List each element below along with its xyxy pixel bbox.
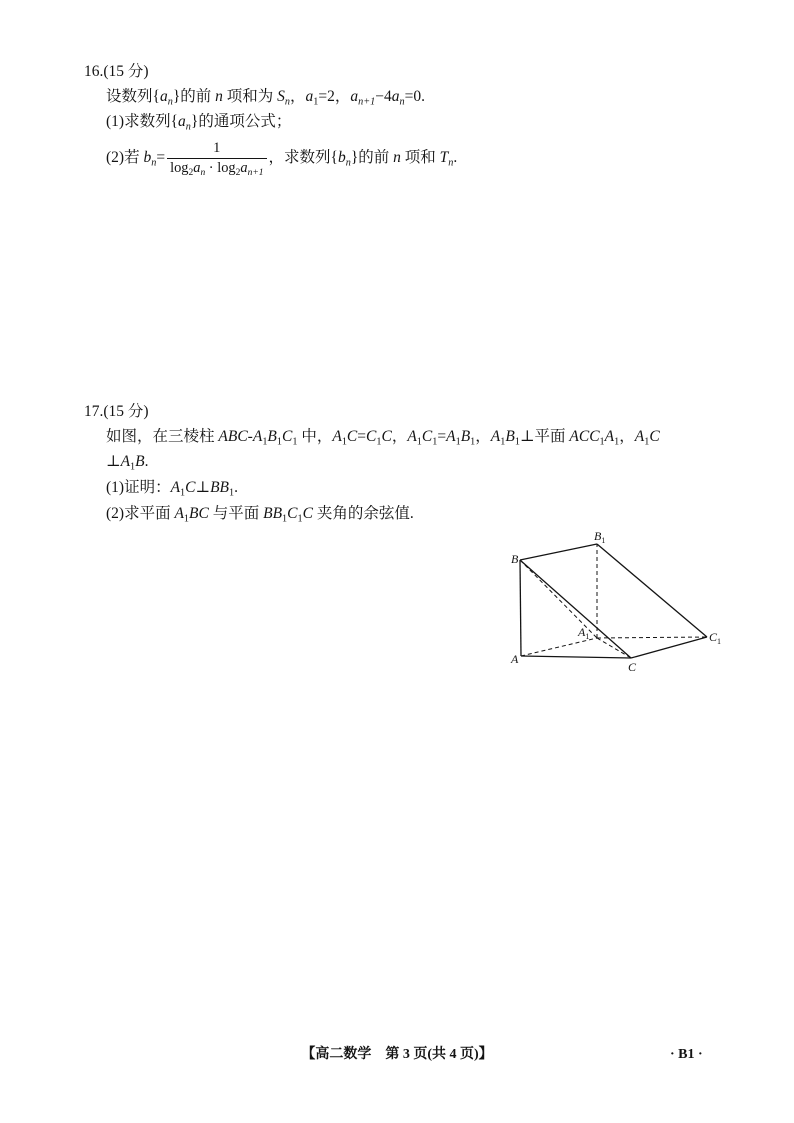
math-subscript: 1	[313, 96, 319, 108]
text-run: ⊥	[106, 453, 121, 470]
math-subscript: 1	[376, 436, 382, 448]
text-run: 项和为	[222, 88, 278, 105]
text-run: }的前	[350, 149, 394, 167]
math-variable: C	[287, 505, 298, 522]
math-subscript: n	[151, 157, 157, 169]
problem-16-part-2	[106, 140, 457, 177]
text-run: 设数列{	[106, 88, 160, 105]
text-run: .	[234, 479, 238, 496]
text-run: (2)若	[106, 149, 144, 167]
vertex-label-a	[510, 652, 519, 666]
math-subscript: 1	[130, 461, 136, 473]
vertex-label-a1-subscript: 1	[585, 632, 590, 641]
edge-bc	[520, 560, 631, 658]
math-subscript: 1	[341, 436, 347, 448]
fraction-denominator	[167, 158, 266, 177]
edge-ab	[520, 560, 521, 656]
math-variable: b	[337, 149, 346, 167]
math-variable: A	[120, 453, 131, 470]
math-variable: A	[332, 428, 342, 445]
math-subscript: 2	[188, 168, 194, 179]
text-run: .	[453, 149, 458, 167]
math-subscript: n	[399, 96, 405, 108]
vertex-label-c	[628, 660, 637, 674]
math-subscript: 1	[276, 436, 282, 448]
text-run: 中，	[297, 428, 333, 445]
math-variable: a	[159, 88, 168, 105]
math-subscript: 1	[455, 436, 461, 448]
text-run: }的前	[172, 88, 216, 105]
fraction-numerator	[211, 140, 222, 158]
edge-cc1	[631, 637, 707, 658]
math-variable: C	[282, 428, 293, 445]
fraction	[167, 140, 266, 177]
math-subscript: 1	[614, 436, 620, 448]
math-subscript: 1	[514, 436, 520, 448]
math-subscript: 1	[180, 487, 186, 499]
text-run: 与平面	[208, 505, 264, 522]
vertex-label-b1	[594, 529, 605, 545]
math-variable: A	[252, 428, 263, 445]
text-run: =2，	[318, 88, 351, 105]
math-subscript: 1	[292, 436, 298, 448]
text-run: 如图，在三棱柱	[106, 428, 219, 445]
math-subscript: 1	[599, 436, 605, 448]
math-subscript: 1	[229, 487, 235, 499]
math-variable: A	[490, 428, 501, 445]
text-run: ⊥平面	[519, 428, 570, 445]
text-run: ，	[619, 428, 635, 445]
edge-bb1	[520, 544, 597, 560]
math-variable: S	[277, 88, 285, 105]
math-subscript: 1	[432, 436, 438, 448]
math-subscript: n	[167, 96, 173, 108]
math-variable: n	[393, 149, 401, 167]
text-run: (1)求数列{	[106, 113, 179, 130]
math-subscript: 1	[297, 513, 303, 525]
prism-figure	[500, 525, 730, 680]
math-variable: C	[346, 428, 358, 445]
math-variable: C	[381, 428, 392, 445]
paper-code: · B1 ·	[670, 1047, 703, 1062]
edge-b1c1	[597, 544, 707, 637]
text-run: =0.	[404, 88, 425, 105]
math-variable: A	[446, 428, 456, 445]
text-run: =	[156, 149, 166, 167]
text-run: 夹角的余弦值.	[312, 505, 414, 522]
math-variable: A	[407, 428, 417, 445]
math-variable: BB	[210, 479, 230, 496]
math-variable: a	[305, 88, 314, 105]
vertex-label-b1-subscript: 1	[601, 536, 606, 545]
math-function: log	[217, 160, 236, 176]
text-run: (1)证明：	[106, 479, 171, 496]
text-run: 1	[213, 140, 221, 156]
text-run: ，	[290, 88, 306, 105]
math-subscript: 1	[470, 436, 476, 448]
math-subscript: n	[284, 96, 291, 108]
text-run: ·	[205, 160, 218, 176]
math-variable: BC	[189, 505, 209, 522]
text-run: (2)求平面	[106, 505, 175, 522]
text-run: ，	[475, 428, 491, 445]
problem-17-part-1	[106, 478, 238, 498]
math-subscript: 1	[416, 436, 422, 448]
math-variable: C	[421, 428, 433, 445]
segment-a1c-hidden	[597, 638, 631, 658]
math-variable: T	[439, 149, 449, 167]
text-run: -	[247, 428, 253, 445]
math-variable: B	[460, 428, 471, 445]
math-function: log	[170, 160, 189, 176]
vertex-label-c1-subscript: 1	[717, 637, 722, 646]
math-variable: a	[240, 160, 248, 176]
text-run: 项和	[400, 149, 440, 167]
math-subscript: n+1	[358, 96, 376, 108]
math-variable: B	[505, 428, 515, 445]
math-variable: b	[143, 149, 152, 167]
vertex-label-b	[511, 552, 519, 566]
math-variable: C	[366, 428, 377, 445]
math-subscript: n	[345, 157, 351, 169]
segment-ba1-hidden	[520, 560, 597, 638]
edge-a1c1-hidden	[597, 637, 707, 638]
vertex-label-a1-letter: A	[578, 625, 586, 639]
math-variable: A	[604, 428, 615, 445]
math-variable: C	[302, 505, 313, 522]
math-subscript: 1	[500, 436, 506, 448]
text-run: =	[357, 428, 367, 445]
problem-16-statement	[106, 87, 425, 107]
math-variable: ACC	[569, 428, 600, 445]
problem-17-title: 17.(15 分)	[84, 403, 149, 420]
text-run: }的通项公式；	[190, 113, 292, 130]
math-variable: C	[185, 479, 196, 496]
math-variable: C	[649, 428, 660, 445]
text-run: ，求数列{	[268, 149, 338, 167]
page-footer: 【高二数学 第 3 页(共 4 页)】	[301, 1047, 493, 1062]
problem-16-title: 16.(15 分)	[84, 63, 149, 80]
math-subscript: 1	[183, 513, 190, 525]
math-variable: BB	[263, 505, 283, 522]
vertex-label-c1-letter: C	[709, 630, 718, 644]
math-variable: B	[135, 453, 145, 470]
math-subscript: n	[200, 168, 206, 179]
text-run: ⊥	[195, 479, 211, 496]
math-variable: a	[350, 88, 359, 105]
vertex-label-b-letter: B	[511, 552, 519, 566]
text-run: −4	[375, 88, 392, 105]
text-run: ，	[391, 428, 408, 445]
math-variable: ABC	[218, 428, 248, 445]
problem-17-statement-line-2	[106, 452, 149, 472]
problem-16-part-1	[106, 112, 291, 132]
math-subscript: 1	[262, 436, 268, 448]
math-variable: A	[170, 479, 181, 496]
math-subscript: n	[448, 157, 454, 169]
vertex-label-c-letter: C	[628, 660, 637, 674]
math-subscript: n	[185, 121, 191, 133]
math-variable: a	[193, 160, 201, 176]
math-variable: a	[391, 88, 400, 105]
vertex-label-a1	[577, 625, 589, 641]
math-subscript: n+1	[247, 168, 264, 179]
problem-17-part-2	[106, 504, 414, 524]
text-run: =	[437, 428, 447, 445]
math-variable: A	[634, 428, 645, 445]
math-variable: B	[267, 428, 277, 445]
math-variable: n	[215, 88, 223, 105]
problem-17-statement-line-1	[106, 427, 660, 447]
vertex-label-a-letter: A	[511, 652, 519, 666]
math-subscript: 1	[644, 436, 650, 448]
vertex-label-b1-letter: B	[594, 529, 602, 543]
vertex-label-c1	[709, 630, 721, 646]
math-subscript: 2	[235, 168, 241, 179]
math-subscript: 1	[282, 513, 288, 525]
text-run: .	[144, 453, 149, 470]
math-variable: a	[178, 113, 186, 130]
math-variable: A	[174, 505, 184, 522]
edge-ac	[521, 656, 631, 658]
